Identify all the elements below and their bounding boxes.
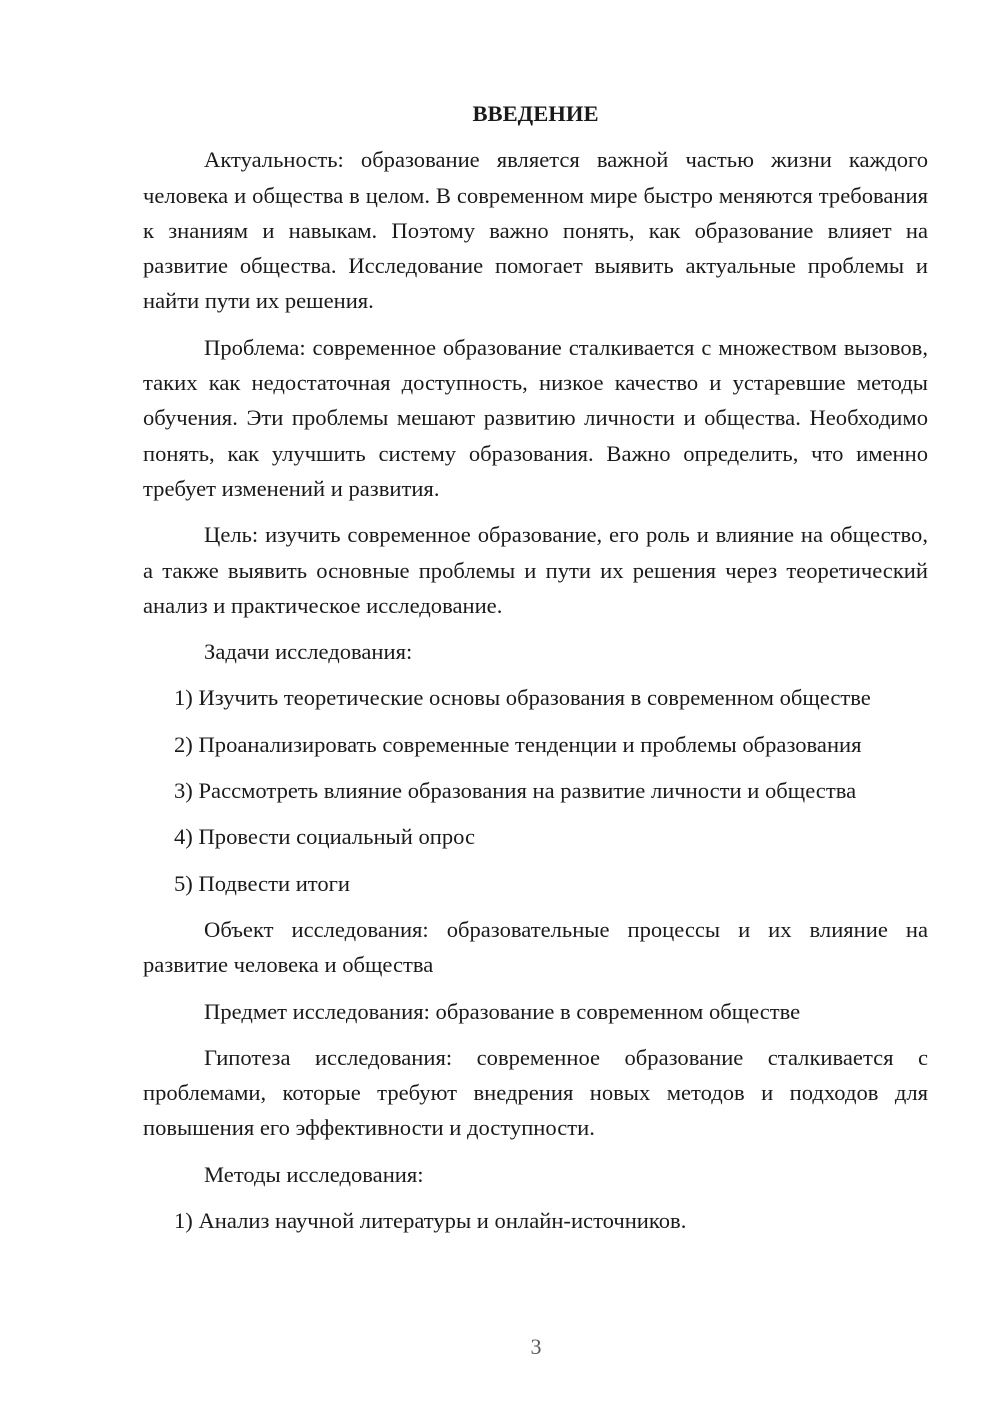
document-title: ВВЕДЕНИЕ	[472, 101, 599, 126]
page-number: 3	[530, 1334, 542, 1359]
task-item-1: 1) Изучить теоретические основы образования в современном обществе	[174, 685, 871, 711]
task-item-5: 5) Подвести итоги	[174, 870, 351, 896]
tasks-heading: Задачи исследования:	[204, 639, 413, 665]
page-content	[143, 96, 928, 1249]
methods-heading: Методы исследования:	[204, 1161, 424, 1187]
paragraph-object: Объект исследования: образовательные процессы и их влияние на развитие человека и общества	[143, 916, 928, 978]
paragraph-subject: Предмет исследования: образование в современном обществе	[204, 998, 801, 1024]
paragraph-hypothesis: Гипотеза исследования: современное образование сталкивается с проблемами, которые требуют внедрения новых методов и подходов для повышения его эффективности и доступности.	[143, 1044, 928, 1141]
task-item-4: 4) Провести социальный опрос	[174, 824, 476, 850]
task-item-3: 3) Рассмотреть влияние образования на развитие личности и общества	[174, 778, 857, 804]
task-item-2: 2) Проанализировать современные тенденции и проблемы образования	[174, 731, 862, 757]
paragraph-goal: Цель: изучить современное образование, его роль и влияние на общество, а также выявить основные проблемы и пути их решения через теоретический анализ и практическое исследование.	[143, 522, 928, 618]
method-item-1: 1) Анализ научной литературы и онлайн-источников.	[174, 1208, 687, 1234]
paragraph-relevance: Актуальность: образование является важной частью жизни каждого человека и общества в целом. В современном мире быстро меняются требования к знаниям и навыкам. Поэтому важно понять, как образование влияет на развитие общества. Исследование помогает выявить актуальные проблемы и найти пути их решения.	[143, 147, 928, 314]
paragraph-problem: Проблема: современное образование сталкивается с множеством вызовов, таких как недостаточная доступность, низкое качество и устаревшие методы обучения. Эти проблемы мешают развитию личности и общества. Необходимо понять, как улучшить систему образования. Важно определить, что именно требует изменений и развития.	[143, 334, 928, 501]
